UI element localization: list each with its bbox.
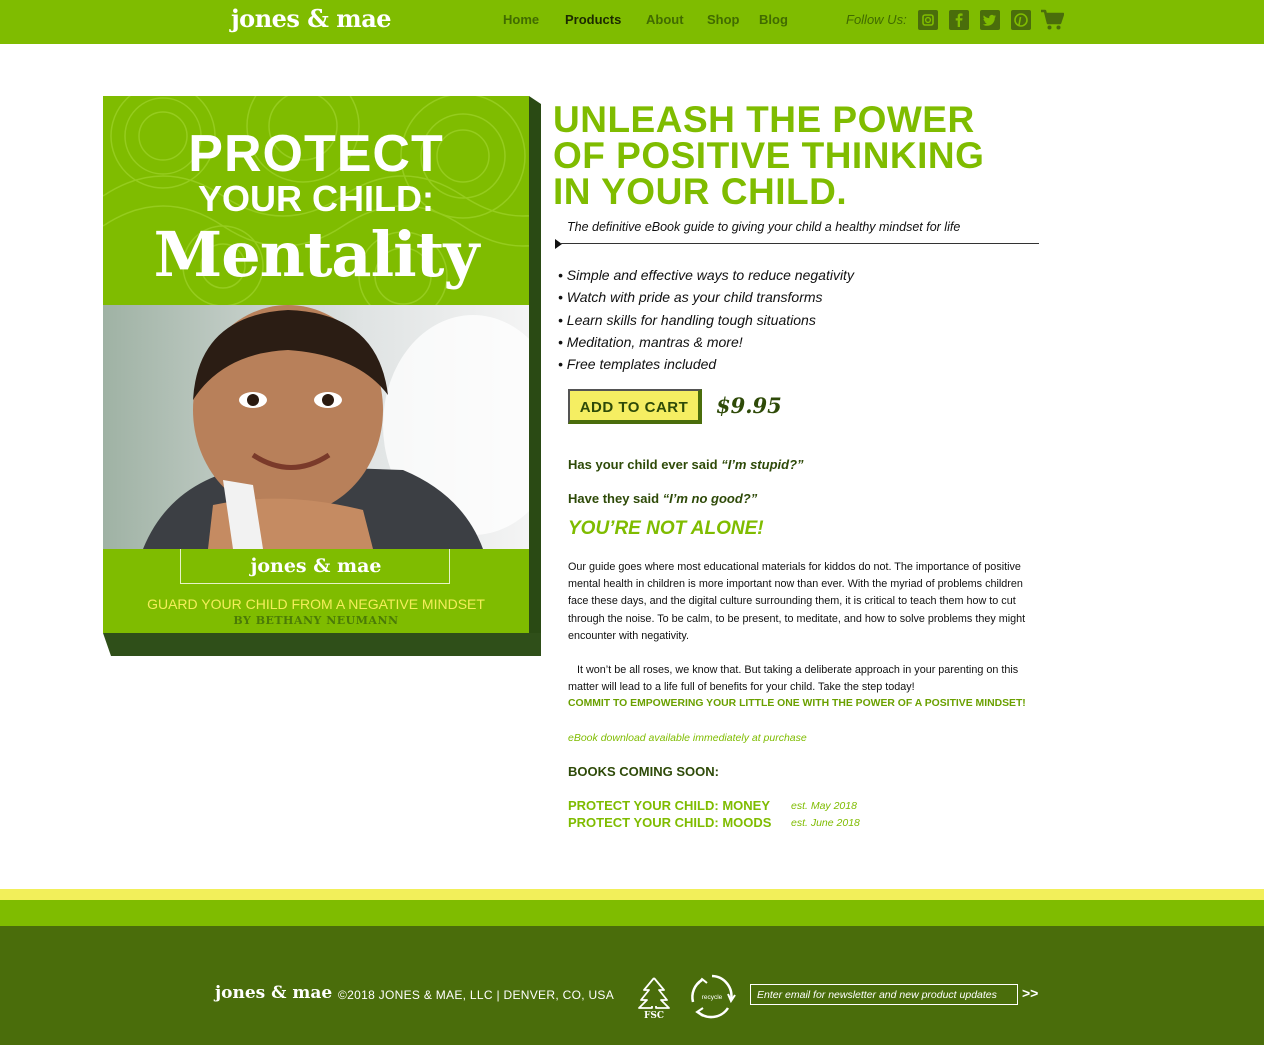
book-edge [103,633,541,656]
cover-title-line-3: Mentality [153,218,479,291]
nav-blog[interactable]: Blog [759,12,788,27]
cover-title-line-2: YOUR CHILD: [198,178,434,219]
cover-bottom-panel [103,549,529,633]
footer-copyright: ©2018 JONES & MAE, LLC | DENVER, CO, USA [338,988,615,1002]
question-2-quote: “I’m no good?” [662,491,758,506]
feature-item: • Watch with pride as your child transforms [558,289,823,306]
divider-arrow [555,239,562,249]
not-alone-callout: YOU’RE NOT ALONE! [568,518,764,539]
divider-line [560,243,1039,244]
feature-item: • Simple and effective ways to reduce negativity [558,267,854,283]
description-paragraph-1: Our guide goes where most educational materials for kiddos do not. The importance of positive mental health in children is more important now than ever. With the myriad of problems children face these days, and the digital culture surrounding them, it is critical to teach them how to cut through the noise. To be calm, to be present, to meditate, and how to solve problems they might encounter with negativity. [568,561,1026,642]
nav-products[interactable]: Products [565,12,622,27]
headline-line-1: UNLEASH THE POWER [553,99,975,140]
pinterest-icon[interactable] [1011,10,1031,30]
book-spine [529,96,541,656]
ebook-download-note: eBook download available immediately at purchase [568,732,807,744]
nav-about[interactable]: About [646,12,684,27]
product-headline [553,99,1073,212]
cover-title-line-1: PROTECT [188,125,444,183]
description-paragraph-2: It won’t be all roses, we know that. But taking a deliberate approach in your parenting on this matter will lead to a life full of benefits for your child. Take the step today! [568,664,1019,694]
coming-soon-item-date: est. June 2018 [791,817,860,829]
book-cover [103,96,541,656]
site-logo[interactable]: jones & mae [231,4,392,33]
add-to-cart-button[interactable]: ADD TO CART [568,389,702,424]
cover-tagline: GUARD YOUR CHILD FROM A NEGATIVE MINDSET [147,596,485,612]
feature-item: • Free templates included [558,356,717,373]
fsc-label: FSC [643,1011,665,1020]
nav-shop[interactable]: Shop [707,12,740,27]
feature-list [558,264,854,375]
facebook-icon[interactable] [949,10,969,30]
feature-item: • Meditation, mantras & more! [558,333,743,350]
instagram-icon[interactable] [918,10,938,30]
headline-line-3: IN YOUR CHILD. [553,171,848,212]
top-navigation-bar [0,0,1264,44]
footer-yellow-stripe [0,889,1264,900]
question-2-text: Have they said [568,491,663,506]
footer-green-stripe [0,900,1264,926]
cover-brand: jones & mae [250,555,382,577]
cover-author: BY BETHANY NEUMANN [233,614,399,627]
question-2 [568,491,757,506]
feature-item: • Learn skills for handling tough situations [558,311,816,328]
footer [0,926,1264,1045]
shopping-cart-icon[interactable] [1040,9,1064,31]
cover-title-panel [103,96,529,305]
question-1-text: Has your child ever said [568,457,722,472]
cover-photo-child [103,305,529,549]
coming-soon-item-title: PROTECT YOUR CHILD: MONEY [568,798,770,813]
twitter-icon[interactable] [980,10,1000,30]
coming-soon-item-date: est. May 2018 [791,800,857,812]
recycle-label: recycle [701,994,723,1001]
headline-line-2: OF POSITIVE THINKING [553,135,985,176]
newsletter-email-input[interactable] [750,984,1018,1005]
nav-home[interactable]: Home [503,12,540,27]
commit-callout: COMMIT TO EMPOWERING YOUR LITTLE ONE WITH THE POWER OF A POSITIVE MINDSET! [568,698,1026,709]
newsletter-submit-button[interactable]: >> [1022,985,1039,1001]
recycle-icon [688,972,736,1020]
product-subhead: The definitive eBook guide to giving your child a healthy mindset for life [567,220,961,234]
question-1 [568,457,804,472]
follow-us-label: Follow Us: [846,12,907,27]
fsc-tree-icon [636,976,672,1020]
coming-soon-item-title: PROTECT YOUR CHILD: MOODS [568,815,772,830]
footer-logo[interactable]: jones & mae [215,983,333,1003]
coming-soon-title: BOOKS COMING SOON: [568,764,719,779]
question-1-quote: “I’m stupid?” [721,457,804,472]
product-price: $9.95 [716,393,782,418]
